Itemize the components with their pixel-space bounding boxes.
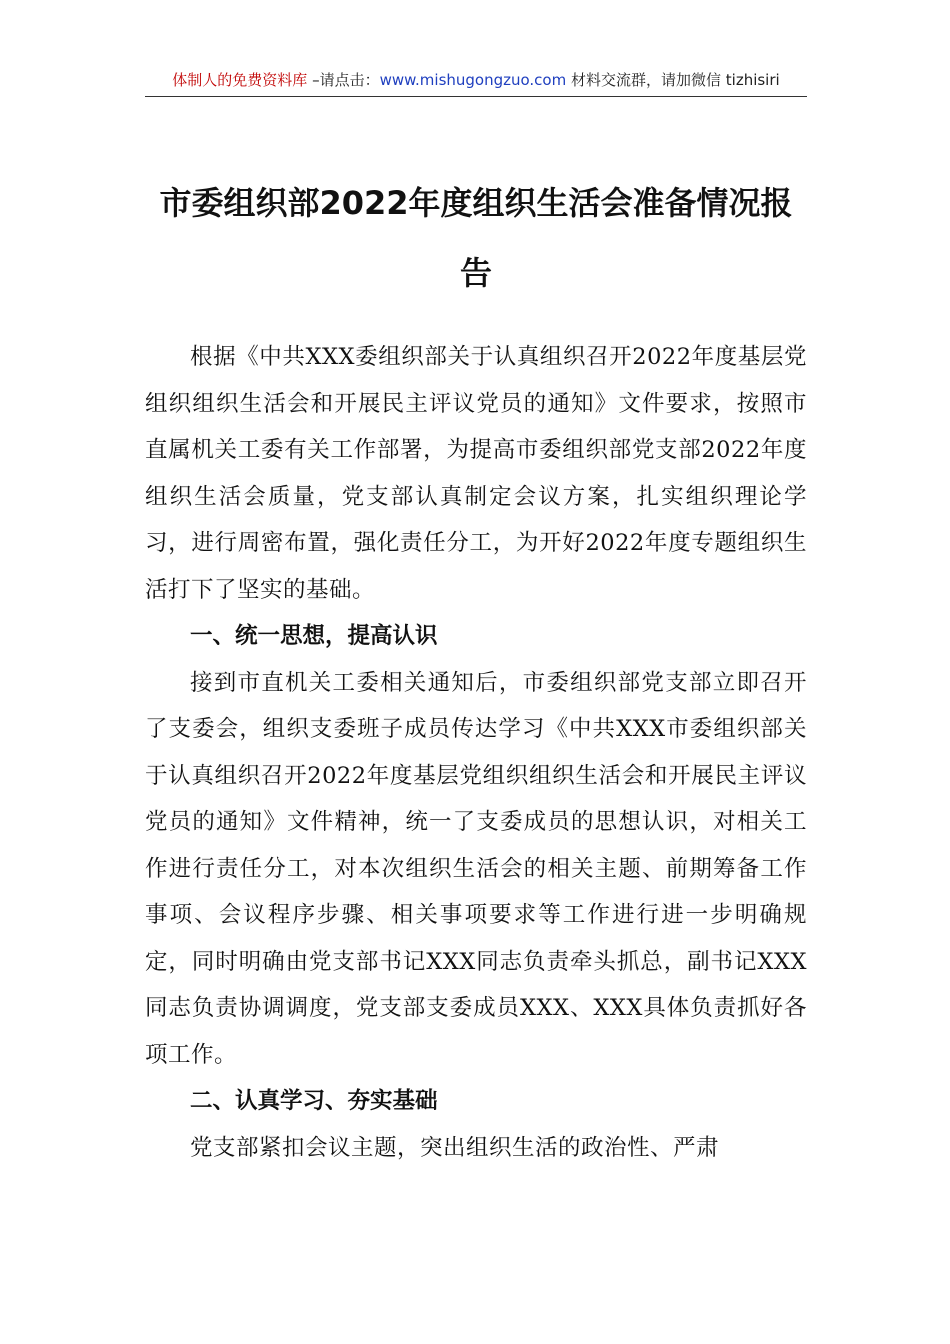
section-1-heading: 一、统一思想，提高认识: [190, 623, 438, 649]
intro-paragraph: 根据《中共XXX委组织部关于认真组织召开2022年度基层党组织组织生活会和开展民主评议党员的通知》文件要求，按照市直属机关工委有关工作部署，为提高市委组织部党支部2022年度组织生活会质量，党支部认真制定会议方案，扎实组织理论学习，进行周密布置，强化责任分工，为开好2022年度专题组织生活打下了坚实的基础。: [145, 344, 807, 603]
header-prompt: –请点击：: [307, 71, 380, 89]
header-library-name: 体制人的免费资料库: [172, 71, 308, 89]
document-body: [145, 334, 807, 1171]
document-title: 市委组织部2022年度组织生活会准备情况报告: [159, 184, 793, 292]
section-2-heading: 二、认真学习、夯实基础: [190, 1088, 438, 1114]
header-url-link[interactable]: www.mishugongzuo.com: [379, 71, 567, 89]
header-wechat-note: 材料交流群，请加微信 tizhisiri: [566, 71, 780, 89]
section-1-paragraph: 接到市直机关工委相关通知后，市委组织部党支部立即召开了支委会，组织支委班子成员传达学习《中共XXX市委组织部关于认真组织召开2022年度基层党组织组织生活会和开展民主评议党员的通知》文件精神，统一了支委成员的思想认识，对相关工作进行责任分工，对本次组织生活会的相关主题、前期筹备工作事项、会议程序步骤、相关事项要求等工作进行进一步明确规定，同时明确由党支部书记XXX同志负责牵头抓总，副书记XXX同志负责协调调度，党支部支委成员XXX、XXX具体负责抓好各项工作。: [145, 669, 807, 1068]
page-header: [145, 66, 807, 97]
section-2-paragraph: 党支部紧扣会议主题，突出组织生活的政治性、严肃: [190, 1134, 720, 1161]
